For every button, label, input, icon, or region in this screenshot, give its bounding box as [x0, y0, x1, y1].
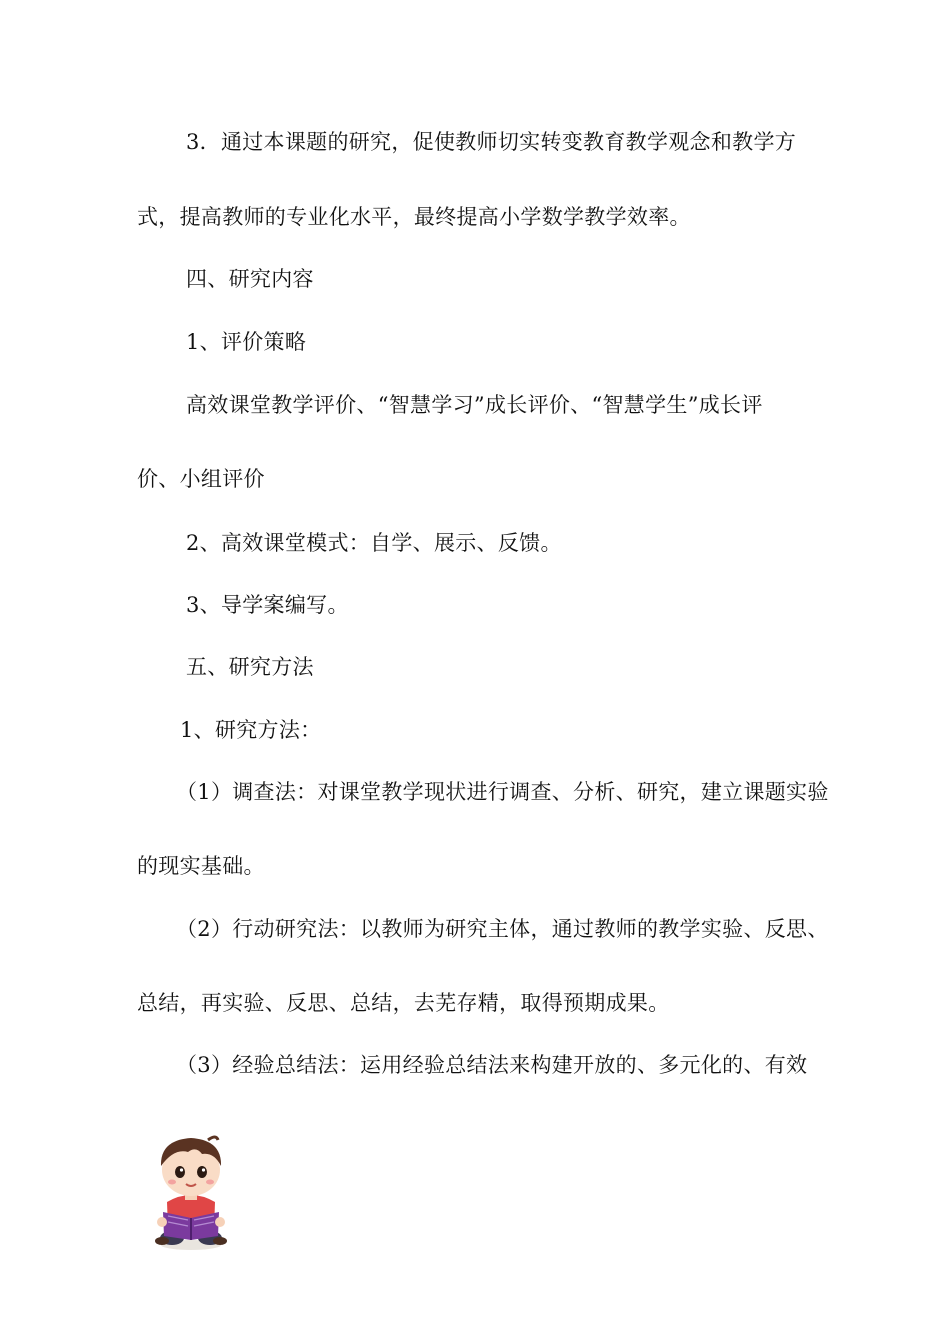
paragraph-evaluation-cont: 价、小组评价: [137, 467, 265, 491]
paragraph-experience-summary: （3）经验总结法：运用经验总结法来构建开放的、多元化的、有效: [176, 1053, 808, 1077]
paragraph-survey-method-cont: 的现实基础。: [137, 854, 265, 878]
paragraph-goal-3-cont: 式，提高教师的专业化水平，最终提高小学数学教学效率。: [137, 205, 691, 229]
section-heading-content: 四、研究内容: [186, 267, 314, 291]
paragraph-action-research-cont: 总结，再实验、反思、总结，去芜存精，取得预期成果。: [137, 991, 670, 1015]
paragraph-goal-3: 3．通过本课题的研究，促使教师切实转变教育教学观念和教学方: [186, 130, 797, 154]
paragraph-evaluation: 高效课堂教学评价、“智慧学习”成长评价、“智慧学生”成长评: [186, 393, 763, 417]
section-heading-method: 五、研究方法: [186, 655, 314, 679]
item-study-guide: 3、导学案编写。: [186, 593, 349, 617]
item-classroom-mode: 2、高效课堂模式：自学、展示、反馈。: [186, 531, 562, 555]
paragraph-survey-method: （1）调查法：对课堂教学现状进行调查、分析、研究，建立课题实验: [176, 780, 829, 804]
paragraph-action-research: （2）行动研究法：以教师为研究主体，通过教师的教学实验、反思、: [176, 917, 829, 941]
item-evaluation-strategy: 1、评价策略: [186, 330, 307, 354]
item-research-methods: 1、研究方法：: [180, 718, 322, 742]
reading-child-icon: [148, 1132, 234, 1252]
